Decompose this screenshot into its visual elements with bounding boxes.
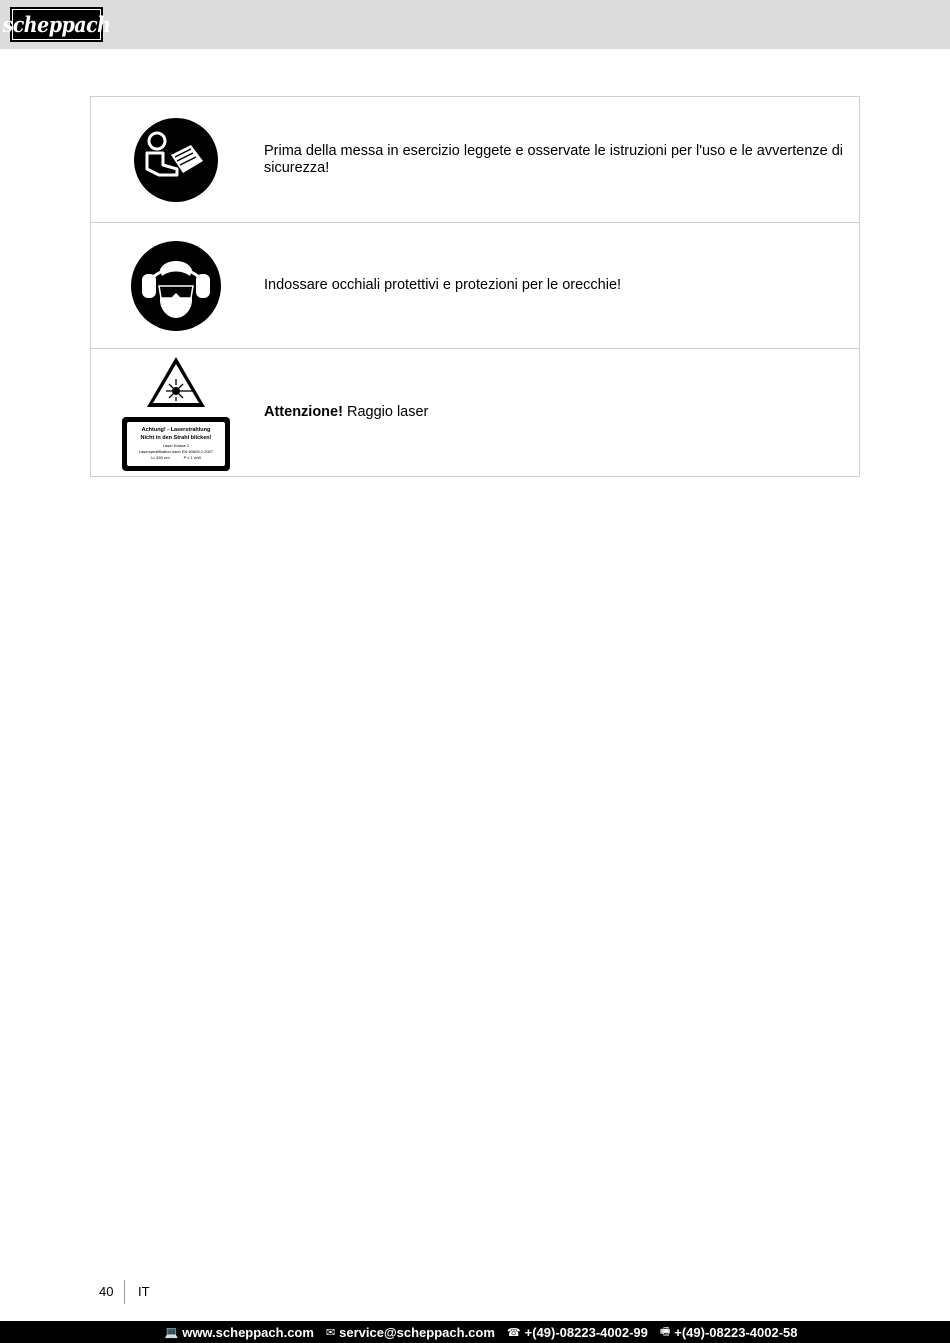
laser-beam-text: Raggio laser (342, 404, 429, 420)
protection-instruction-text: Indossare occhiali protettivi e protezioni per le orecchie! (264, 277, 622, 293)
eye-ear-protection-icon (130, 240, 222, 332)
laser-label (122, 417, 230, 471)
symbol-cell (91, 223, 261, 348)
fax-icon: 🖷 (659, 1324, 671, 1338)
phone-text: +(49)-08223-4002-99 (524, 1324, 648, 1340)
table-row (91, 223, 859, 349)
laser-label-line: Achtung! - Laserstrahlung (141, 426, 211, 433)
laser-label-line: Laserspezifikation nach EN 60825-1:2007 (138, 448, 214, 454)
attention-label: Attenzione! (264, 404, 343, 420)
symbol-cell (91, 97, 261, 222)
symbol-cell (91, 349, 261, 476)
laser-power: P ≤ 1 mW (183, 454, 202, 460)
language-code: IT (138, 1284, 150, 1299)
page-footer (0, 1321, 950, 1343)
email-text: service@scheppach.com (339, 1324, 495, 1340)
read-manual-icon (133, 117, 219, 203)
phone-icon: ☎ (506, 1325, 521, 1339)
laser-label-line: Nicht in den Strahl blicken! (140, 434, 212, 441)
envelope-icon: ✉ (325, 1325, 336, 1339)
website-text: www.scheppach.com (182, 1324, 314, 1340)
footer-fax (660, 1323, 798, 1342)
table-row (91, 97, 859, 223)
footer-email[interactable] (326, 1325, 495, 1340)
footer-phone (507, 1325, 648, 1340)
manual-instruction-text: Prima della messa in esercizio leggete e osservate le istruzioni per l'uso e le avvertenze di sicurezza! (264, 142, 844, 176)
footer-website[interactable] (165, 1325, 314, 1340)
row-text (261, 97, 859, 222)
laser-wavelength: λ= 650 nm (150, 454, 170, 460)
page-divider (124, 1280, 125, 1304)
page-header (0, 0, 950, 49)
row-text (261, 223, 859, 348)
laser-label-line: Laser Klasse 2 (162, 442, 190, 448)
table-row (91, 349, 859, 476)
page-number: 40 (99, 1284, 114, 1299)
logo-text: scheppach (2, 11, 111, 38)
scheppach-logo (2, 7, 111, 42)
computer-icon: 💻 (164, 1325, 179, 1339)
laser-warning-icon (145, 355, 207, 409)
row-text (261, 349, 859, 476)
fax-text: +(49)-08223-4002-58 (674, 1324, 798, 1340)
safety-symbols-table (90, 96, 860, 477)
